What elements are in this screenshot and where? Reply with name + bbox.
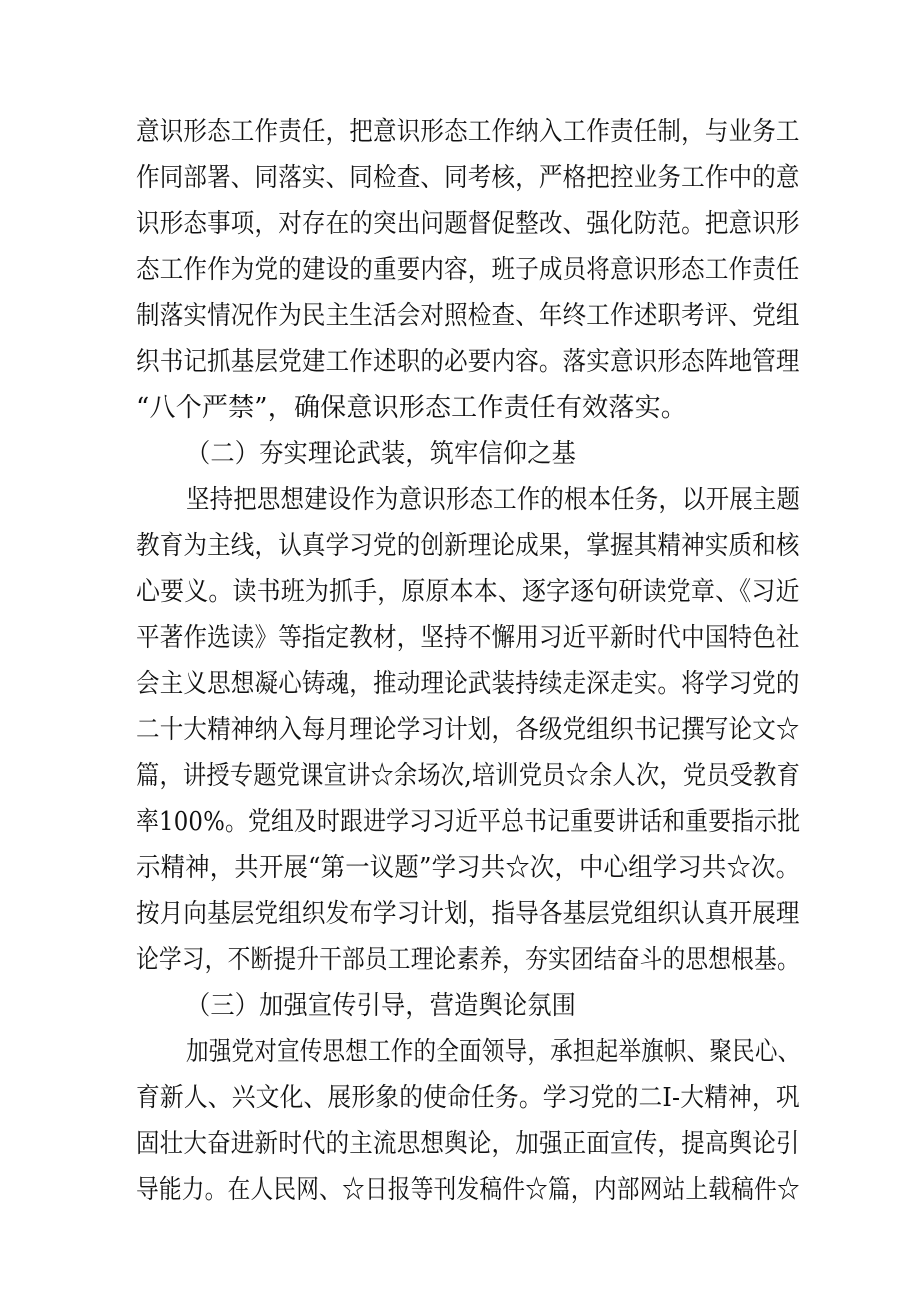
paragraph-line: 意识形态工作责任，把意识形态工作纳入工作责任制，与业务工 <box>136 117 800 147</box>
paragraph-line: “八个严禁”，确保意识形态工作责任有效落实。 <box>136 393 687 423</box>
paragraph-line: 篇，讲授专题党课宣讲☆余场次,培训党员☆余人次，党员受教育 <box>136 761 801 791</box>
paragraph-line: 会主义思想凝心铸魂，推动理论武装持续走深走实。将学习党的 <box>136 669 800 699</box>
paragraph-line: 育新人、兴文化、展形象的使命任务。学习党的二I-大精神，巩 <box>136 1083 800 1113</box>
paragraph-line: 作同部署、同落实、同检查、同考核，严格把控业务工作中的意 <box>136 163 800 193</box>
paragraph-line: 按月向基层党组织发布学习计划，指导各基层党组织认真开展理 <box>136 899 800 929</box>
paragraph-line: 加强党对宣传思想工作的全面领导，承担起举旗帜、聚民心、 <box>186 1037 801 1067</box>
paragraph-line: 导能力。在人民网、☆日报等刊发稿件☆篇，内部网站上载稿件☆ <box>136 1175 800 1205</box>
paragraph-line: 固壮大奋进新时代的主流思想舆论，加强正面宣传，提高舆论引 <box>136 1129 800 1159</box>
paragraph-line: 坚持把思想建设作为意识形态工作的根本任务，以开展主题 <box>186 485 801 515</box>
paragraph-line: 示精神，共开展“第一议题”学习共☆次，中心组学习共☆次。 <box>136 853 801 883</box>
section-heading-3: （三）加强宣传引导，营造舆论氛围 <box>186 991 576 1021</box>
paragraph-line: 织书记抓基层党建工作述职的必要内容。落实意识形态阵地管理 <box>136 347 800 377</box>
paragraph-line: 论学习，不断提升干部员工理论素养，夯实团结奋斗的思想根基。 <box>136 945 800 975</box>
section-heading-2: （二）夯实理论武装，筑牢信仰之基 <box>186 439 576 469</box>
paragraph-line: 态工作作为党的建设的重要内容，班子成员将意识形态工作责任 <box>136 255 800 285</box>
paragraph-line: 率100%。党组及时跟进学习习近平总书记重要讲话和重要指示批 <box>136 807 801 837</box>
paragraph-line: 平著作选读》等指定教材，坚持不懈用习近平新时代中国特色社 <box>136 623 800 653</box>
paragraph-line: 二十大精神纳入每月理论学习计划，各级党组织书记撰写论文☆ <box>136 715 800 745</box>
paragraph-line: 教育为主线，认真学习党的创新理论成果，掌握其精神实质和核 <box>136 531 800 561</box>
paragraph-line: 制落实情况作为民主生活会对照检查、年终工作述职考评、党组 <box>136 301 800 331</box>
paragraph-line: 心要义。读书班为抓手，原原本本、逐字逐句研读党章、《习近 <box>136 577 800 607</box>
paragraph-line: 识形态事项，对存在的突出问题督促整改、强化防范。把意识形 <box>136 209 800 239</box>
